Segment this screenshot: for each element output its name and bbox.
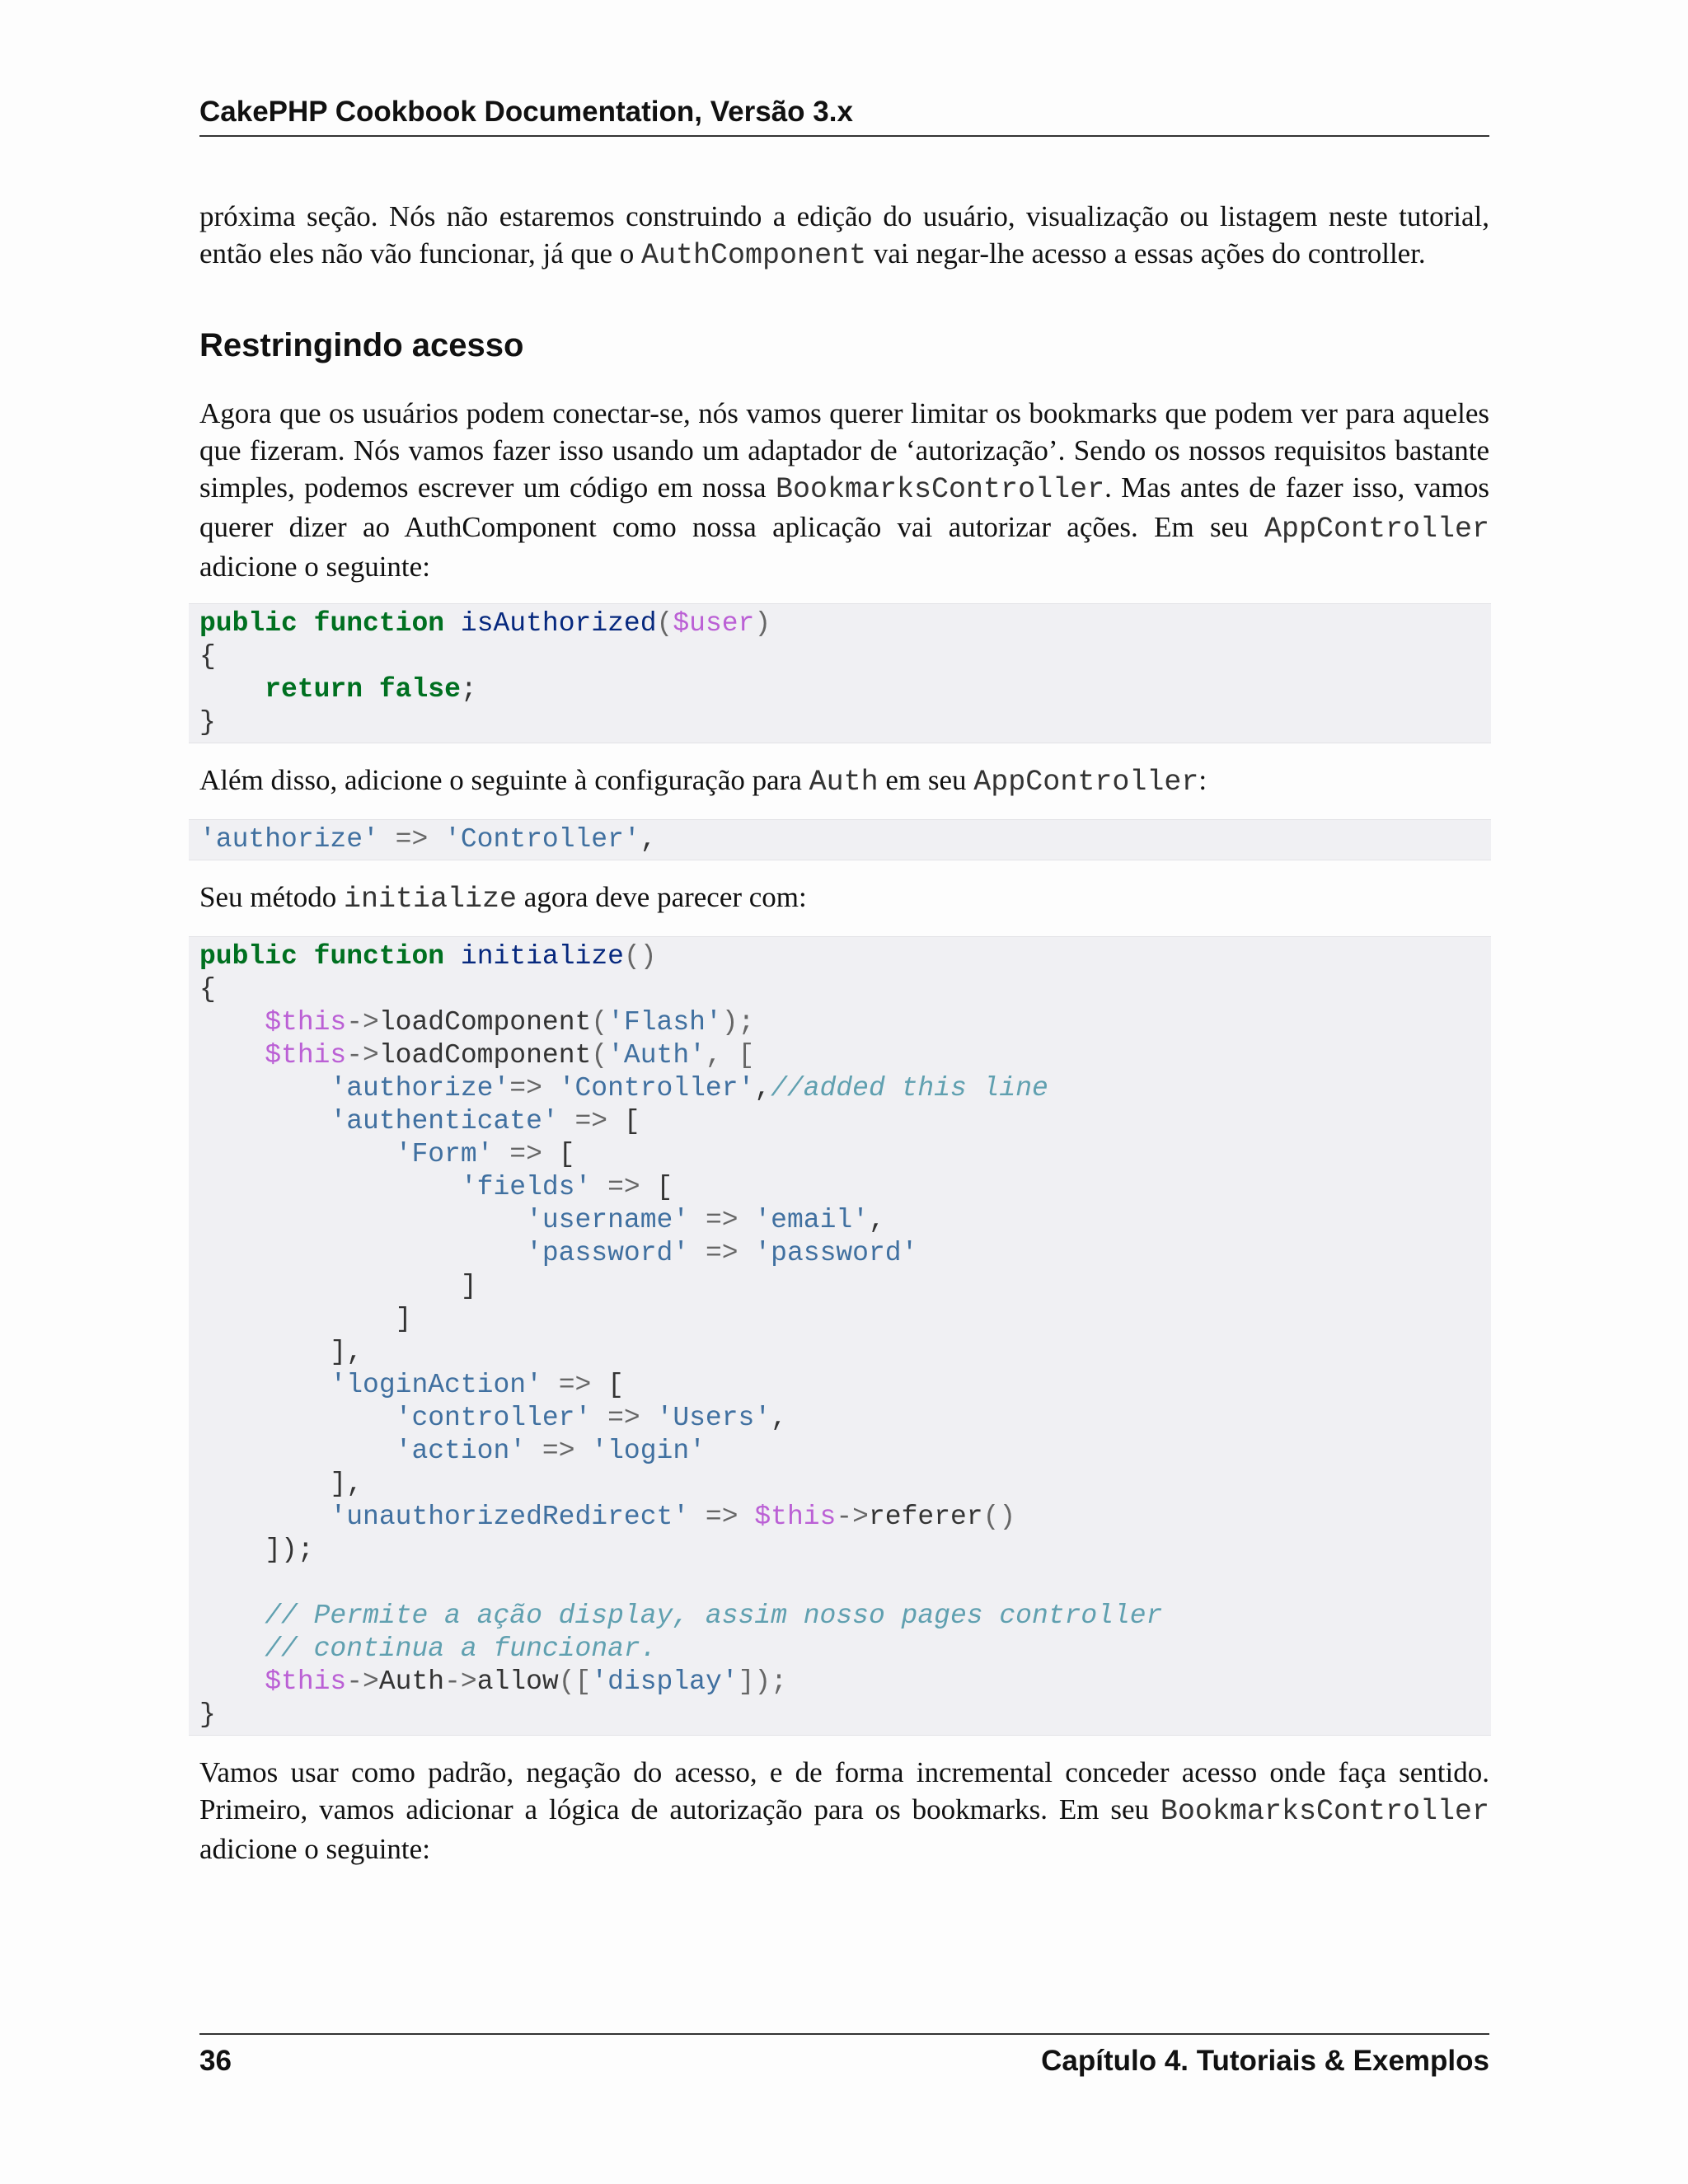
running-header [199,92,1489,137]
code-token: [ [542,1139,575,1169]
code-token: 'authorize' [330,1073,510,1104]
code-token: function [313,608,445,639]
chapter-title: Capítulo 4. Tutoriais & Exemplos [1041,2045,1489,2077]
code-token [738,1238,755,1268]
paragraph-intro [199,198,1489,274]
code-token [738,1205,755,1235]
code-token [493,1139,509,1169]
code-token: 'Users' [656,1403,771,1433]
code-token: ], [199,1337,363,1367]
code-token [199,1139,396,1169]
code-line [199,1435,1480,1468]
code-token: ); [721,1007,755,1038]
code-token [199,674,265,705]
header-title: CakePHP Cookbook Documentation, Versão 3.x [199,96,853,128]
code-token: 'Controller' [558,1073,755,1104]
code-block-initialize [189,936,1491,1736]
code-line [199,1633,1480,1666]
code-token: -> [346,1666,379,1697]
code-token: , [ [705,1040,755,1071]
code-token: [ [607,1106,640,1137]
code-token: , [640,824,657,855]
inline-code: BookmarksController [1160,1795,1489,1828]
code-token: 'username' [526,1205,690,1235]
code-token [575,1436,592,1466]
code-token: => [509,1073,542,1104]
paragraph-auth-config [199,762,1489,801]
code-token: , [771,1403,787,1433]
code-token: 'Controller' [444,824,640,855]
code-token: 'login' [591,1436,706,1466]
paragraph-default-deny [199,1754,1489,1868]
code-token: { [199,974,216,1005]
code-token: => [705,1502,738,1532]
code-token: 'email' [754,1205,869,1235]
code-token [199,1040,265,1071]
paragraph-initialize [199,879,1489,918]
code-token: 'password' [526,1238,690,1268]
code-line [199,1270,1480,1303]
code-line [199,1336,1480,1369]
code-token [689,1205,706,1235]
code-token: 'authenticate' [330,1106,559,1137]
paragraph-text: vai negar-lhe acesso a essas ações do controller. [866,237,1426,269]
code-token: $this [754,1502,837,1532]
code-token [379,824,396,855]
code-token: } [199,707,216,738]
code-token: // Permite a ação display, assim nosso pages controller [265,1601,1163,1631]
running-footer [199,2033,1489,2081]
code-token [689,1238,706,1268]
code-token: initialize [460,941,624,972]
code-token: ]); [738,1666,787,1697]
code-token: 'unauthorizedRedirect' [330,1502,690,1532]
code-token: -> [346,1007,379,1038]
code-token: 'action' [395,1436,527,1466]
code-token: 'Form' [395,1139,494,1169]
code-line [199,673,1480,706]
code-token: 'display' [591,1666,738,1697]
code-token [428,824,444,855]
code-token [298,941,314,972]
code-line [199,1402,1480,1435]
code-token: ( [591,1040,608,1071]
inline-code: Auth [809,766,879,799]
code-token: 'Auth' [607,1040,706,1071]
code-token: loadComponent [378,1007,592,1038]
code-token: ], [199,1469,363,1499]
paragraph-text: agora deve parecer com: [517,881,807,913]
code-block-isauthorized [189,603,1491,743]
code-line [199,1534,1480,1567]
code-token [199,1403,396,1433]
code-token: $user [673,608,755,639]
code-line [199,940,1480,973]
code-token [199,1238,526,1268]
code-token [199,1205,526,1235]
code-token [199,1633,265,1664]
code-token: => [607,1172,640,1202]
code-token [444,608,461,639]
code-token: => [558,1370,592,1400]
code-token [591,1172,607,1202]
code-token: ([ [558,1666,592,1697]
code-token: 'controller' [395,1403,592,1433]
code-token [559,1106,575,1137]
code-token [199,1172,461,1202]
code-token [199,1073,330,1104]
code-line [199,1567,1480,1600]
code-line [199,973,1480,1006]
code-token [444,941,461,972]
code-token: ] [199,1304,412,1334]
paragraph-text: adicione o seguinte: [199,551,430,583]
code-token: , [868,1205,885,1235]
paragraph-text: Além disso, adicione o seguinte à configuração para [199,764,809,796]
code-line [199,1369,1480,1402]
code-token [738,1502,755,1532]
code-line [199,1105,1480,1138]
code-token [591,1403,607,1433]
code-line [199,640,1480,673]
code-token: //added this line [771,1073,1048,1104]
code-line [199,1204,1480,1237]
inline-code: AuthComponent [641,239,867,272]
inline-code: AppController [1264,513,1489,546]
code-token: $this [265,1007,347,1038]
code-token: -> [836,1502,869,1532]
paragraph-text: em seu [878,764,974,796]
code-token [199,1370,330,1400]
code-line [199,1303,1480,1336]
code-token: public [199,608,298,639]
code-token: , [754,1073,771,1104]
code-token: [ [591,1370,624,1400]
code-token [298,608,314,639]
paragraph-text: . Mas antes de fazer isso, vamos querer dizer ao AuthComponent como nossa aplicação vai autorizar ações. Em seu [199,471,1490,543]
code-token [199,1502,330,1532]
code-token: => [607,1403,640,1433]
code-token [199,1666,265,1697]
page-content [199,198,1489,1868]
code-line [199,1600,1480,1633]
code-token: // continua a funcionar. [265,1633,657,1664]
code-line [199,1171,1480,1204]
code-token: ] [199,1271,477,1301]
code-token [689,1502,706,1532]
code-token: 'loginAction' [330,1370,542,1400]
code-token: => [705,1205,738,1235]
code-token: false [378,674,461,705]
inline-code: BookmarksController [776,473,1105,506]
code-token: return [265,674,363,705]
code-token: ]); [199,1535,314,1565]
code-token [199,1007,265,1038]
code-token: Auth [378,1666,445,1697]
code-token: } [199,1699,216,1730]
code-token: => [705,1238,738,1268]
page-number: 36 [199,2045,232,2077]
code-token: isAuthorized [460,608,657,639]
code-token: -> [444,1666,477,1697]
code-line [199,1501,1480,1534]
code-token [542,1073,559,1104]
code-token: => [395,824,429,855]
code-token: allow [476,1666,559,1697]
code-token: -> [346,1040,379,1071]
code-token: { [199,641,216,672]
paragraph-text: próxima seção. Nós não estaremos construindo a edição do usuário, visualização ou listagem neste tutorial, então eles não vão funcionar, já que o [199,200,1489,269]
code-line [199,1039,1480,1072]
code-token: () [982,1502,1016,1532]
code-token: loadComponent [378,1040,592,1071]
code-token: function [313,941,445,972]
paragraph-text: : [1198,764,1207,796]
code-token [199,1106,330,1137]
code-token: 'password' [754,1238,918,1268]
code-token [640,1403,657,1433]
code-token: 'fields' [460,1172,592,1202]
paragraph-text: Seu método [199,881,344,913]
code-token: referer [868,1502,983,1532]
code-token [199,1436,396,1466]
code-token: ; [460,674,477,705]
code-line [199,1072,1480,1105]
code-line [199,706,1480,739]
section-heading: Restringindo acesso [199,327,524,363]
code-token: [ [640,1172,673,1202]
code-block-authorize-option [189,819,1491,860]
code-token: ( [591,1007,608,1038]
code-token [363,674,379,705]
code-token: () [623,941,657,972]
code-token: ( [656,608,673,639]
code-token: $this [265,1040,347,1071]
code-token: 'Flash' [607,1007,722,1038]
code-token: 'authorize' [199,824,379,855]
code-token [542,1370,559,1400]
code-token: ) [754,608,771,639]
code-token: $this [265,1666,347,1697]
paragraph-text: adicione o seguinte: [199,1833,430,1865]
code-token: => [574,1106,608,1137]
code-token: public [199,941,298,972]
paragraph-text: Agora que os usuários podem conectar-se, nós vamos querer limitar os bookmarks que podem ver para aqueles que fizeram. Nós vamos fazer isso usando um adaptador de ‘autorização’. Sendo os nossos requisitos bastante simples, podemos escrever um código em nossa [199,397,1489,504]
inline-code: AppController [973,766,1199,799]
code-token [199,1601,265,1631]
code-line [199,1237,1480,1270]
code-line [199,823,1480,856]
code-line [199,607,1480,640]
paragraph-text: Vamos usar como padrão, negação do acesso, e de forma incremental conceder acesso onde faça sentido. Primeiro, vamos adicionar a lógica de autorização para os bookmarks. Em seu [199,1756,1489,1825]
code-line [199,1138,1480,1171]
inline-code: initialize [343,883,518,916]
code-token [526,1436,542,1466]
code-token: => [509,1139,542,1169]
code-line [199,1006,1480,1039]
code-line [199,1699,1480,1732]
code-line [199,1666,1480,1699]
code-line [199,1468,1480,1501]
paragraph-restricting [199,395,1489,585]
code-token: => [542,1436,575,1466]
